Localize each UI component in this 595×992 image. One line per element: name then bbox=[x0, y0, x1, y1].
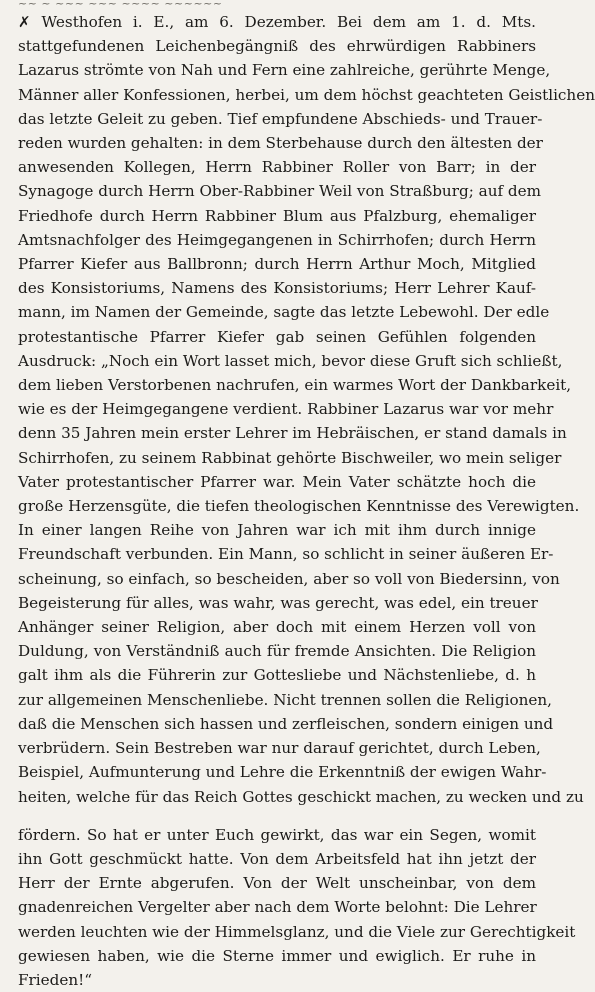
text-line: große Herzensgüte, die tiefen theologischen Kenntnisse des Verewigten. bbox=[18, 497, 580, 516]
article-paragraph-1 bbox=[18, 10, 595, 809]
text-line: werden leuchten wie der Himmelsglanz, und die Viele zur Gerechtigkeit bbox=[18, 922, 576, 941]
text-line: das letzte Geleit zu geben. Tief empfundene Abschieds- und Trauer- bbox=[18, 109, 543, 128]
text-line: ihn Gott geschmückt hatte. Von dem Arbeitsfeld hat ihn jetzt der bbox=[18, 849, 536, 868]
text-line: galt ihm als die Führerin zur Gottesliebe und Nächstenliebe, d. h bbox=[18, 666, 536, 685]
text-line: fördern. So hat er unter Euch gewirkt, das war ein Segen, womit bbox=[18, 825, 536, 844]
text-line: Freundschaft verbunden. Ein Mann, so schlicht in seiner äußeren Er- bbox=[18, 545, 554, 564]
text-line: zur allgemeinen Menschenliebe. Nicht trennen sollen die Religionen, bbox=[18, 690, 552, 709]
text-line: Anhänger seiner Religion, aber doch mit einem Herzen voll von bbox=[18, 618, 536, 637]
text-line: Duldung, von Verständniß auch für fremde Ansichten. Die Religion bbox=[18, 642, 536, 661]
text-line: des Konsistoriums, Namens des Konsistoriums; Herr Lehrer Kauf- bbox=[18, 279, 536, 298]
text-line: heiten, welche für das Reich Gottes geschickt machen, zu wecken und zu bbox=[18, 787, 584, 806]
article-paragraph-2 bbox=[18, 823, 576, 992]
text-line: ✗ Westhofen i. E., am 6. Dezember. Bei dem am 1. d. Mts. bbox=[18, 13, 536, 31]
text-line: Pfarrer Kiefer aus Ballbronn; durch Herrn Arthur Moch, Mitglied bbox=[18, 255, 536, 274]
text-line: dem lieben Verstorbenen nachrufen, ein warmes Wort der Dankbarkeit, bbox=[18, 376, 572, 395]
text-line: mann, im Namen der Gemeinde, sagte das letzte Lebewohl. Der edle bbox=[18, 303, 550, 322]
text-line: Frieden!“ bbox=[18, 970, 93, 989]
text-line: Schirrhofen, zu seinem Rabbinat gehörte Bischweiler, wo mein seliger bbox=[18, 448, 562, 467]
text-line: gewiesen haben, wie die Sterne immer und ewiglich. Er ruhe in bbox=[18, 946, 536, 965]
text-line: Ausdruck: „Noch ein Wort lasset mich, bevor diese Gruft sich schließt, bbox=[18, 351, 563, 370]
text-line: wie es der Heimgegangene verdient. Rabbiner Lazarus war vor mehr bbox=[18, 400, 554, 419]
news-article bbox=[18, 10, 595, 992]
text-line: Friedhofe durch Herrn Rabbiner Blum aus Pfalzburg, ehemaliger bbox=[18, 206, 536, 225]
text-line: Lazarus strömte von Nah und Fern eine zahlreiche, gerührte Menge, bbox=[18, 61, 551, 80]
text-line: Beispiel, Aufmunterung und Lehre die Erkenntniß der ewigen Wahr- bbox=[18, 763, 547, 782]
text-line: denn 35 Jahren mein erster Lehrer im Hebräischen, er stand damals in bbox=[18, 424, 567, 443]
text-line: Vater protestantischer Pfarrer war. Mein Vater schätzte hoch die bbox=[18, 472, 536, 491]
text-line: In einer langen Reihe von Jahren war ich mit ihm durch innige bbox=[18, 521, 536, 540]
text-line: Amtsnachfolger des Heimgegangenen in Schirrhofen; durch Herrn bbox=[18, 230, 536, 249]
text-line: gnadenreichen Vergelter aber nach dem Worte belohnt: Die Lehrer bbox=[18, 898, 537, 917]
text-line: Herr der Ernte abgerufen. Von der Welt unscheinbar, von dem bbox=[18, 874, 536, 893]
text-line: reden wurden gehalten: in dem Sterbehause durch den ältesten der bbox=[18, 134, 543, 153]
text-line: Begeisterung für alles, was wahr, was gerecht, was edel, ein treuer bbox=[18, 593, 538, 612]
cropped-previous-line: ~~ ~ ~~~ ~~~ ~~~~ ~~~~~~ bbox=[18, 0, 223, 10]
text-line: stattgefundenen Leichenbegängniß des ehrwürdigen Rabbiners bbox=[18, 37, 536, 56]
paragraph-gap bbox=[18, 809, 536, 823]
text-line: Synagoge durch Herrn Ober-Rabbiner Weil von Straßburg; auf dem bbox=[18, 182, 542, 201]
text-line: protestantische Pfarrer Kiefer gab seinen Gefühlen folgenden bbox=[18, 327, 536, 346]
text-line: anwesenden Kollegen, Herrn Rabbiner Roller von Barr; in der bbox=[18, 158, 536, 177]
text-line: daß die Menschen sich hassen und zerfleischen, sondern einigen und bbox=[18, 714, 554, 733]
text-line: scheinung, so einfach, so bescheiden, aber so voll von Biedersinn, von bbox=[18, 569, 560, 588]
text-line: Männer aller Konfessionen, herbei, um dem höchst geachteten Geistlichen bbox=[18, 85, 595, 104]
text-line: verbrüdern. Sein Bestreben war nur darauf gerichtet, durch Leben, bbox=[18, 739, 541, 758]
